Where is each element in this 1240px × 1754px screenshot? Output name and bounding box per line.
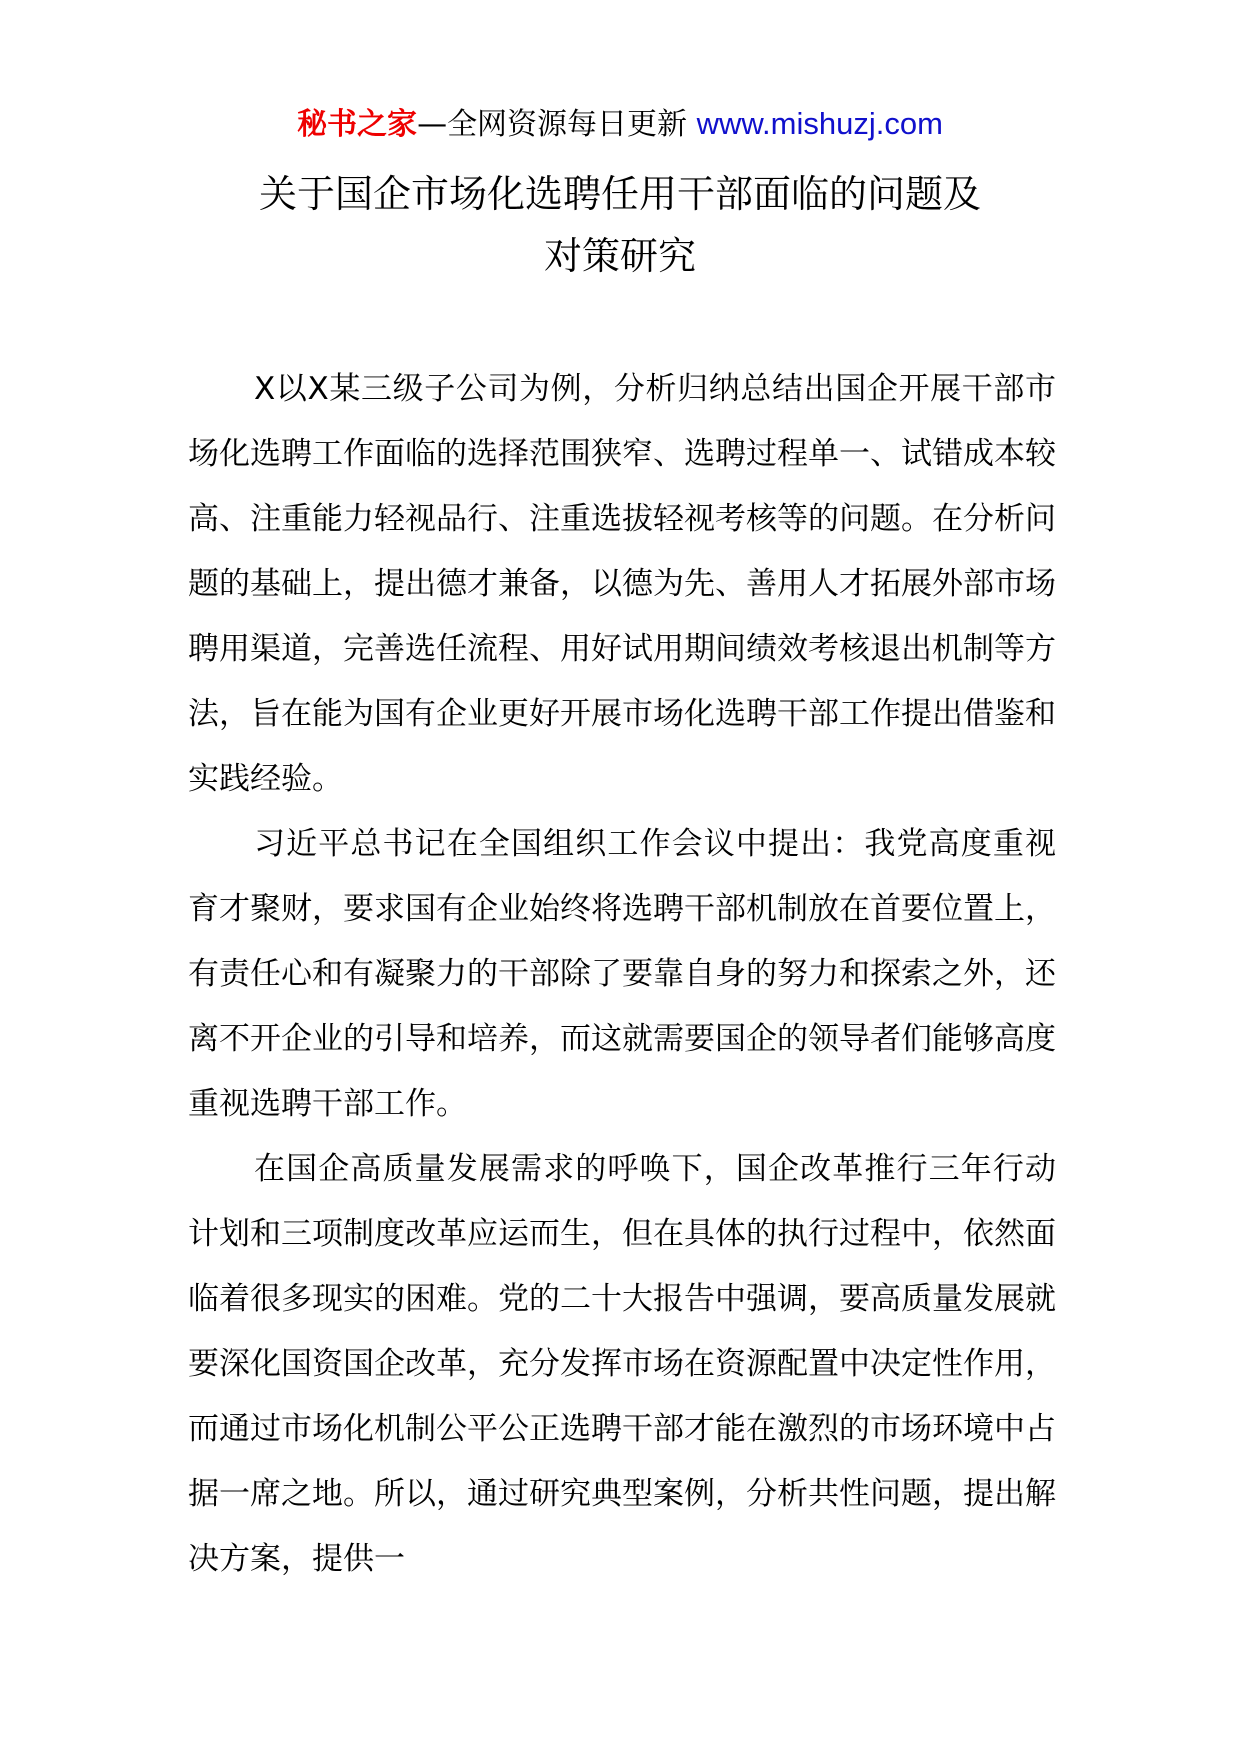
paragraph-abstract: X以X某三级子公司为例，分析归纳总结出国企开展干部市场化选聘工作面临的选择范围狭窄、选聘过程单一、试错成本较高、注重能力轻视品行、注重选拔轻视考核等的问题。在分析问题的基础上，提出德才兼备，以德为先、善用人才拓展外部市场聘用渠道，完善选任流程、用好试用期间绩效考核退出机制等方法，旨在能为国有企业更好开展市场化选聘干部工作提出借鉴和实践经验。 [188, 371, 1056, 797]
site-tagline: —全网资源每日更新 [417, 107, 688, 142]
document-title [0, 163, 1240, 287]
site-header [0, 100, 1240, 149]
paragraph-speech: 习近平总书记在全国组织工作会议中提出：我党高度重视育才聚财，要求国有企业始终将选聘干部机制放在首要位置上，有责任心和有凝聚力的干部除了要靠自身的努力和探索之外，还离不开企业的引导和培养，而这就需要国企的领导者们能够高度重视选聘干部工作。 [188, 826, 1056, 1122]
title-line-1: 关于国企市场化选聘任用干部面临的问题及 [258, 172, 981, 216]
site-brand: 秘书之家 [297, 107, 418, 142]
document-body [188, 357, 1056, 1592]
paragraph-reform: 在国企高质量发展需求的呼唤下，国企改革推行三年行动计划和三项制度改革应运而生，但在具体的执行过程中，依然面临着很多现实的困难。党的二十大报告中强调，要高质量发展就要深化国资国企改革，充分发挥市场在资源配置中决定性作用，而通过市场化机制公平公正选聘干部才能在激烈的市场环境中占据一席之地。所以，通过研究典型案例，分析共性问题，提出解决方案，提供一 [188, 1151, 1056, 1577]
title-line-2: 对策研究 [543, 234, 696, 278]
site-url-link[interactable]: www.mishuzj.com [696, 106, 943, 141]
